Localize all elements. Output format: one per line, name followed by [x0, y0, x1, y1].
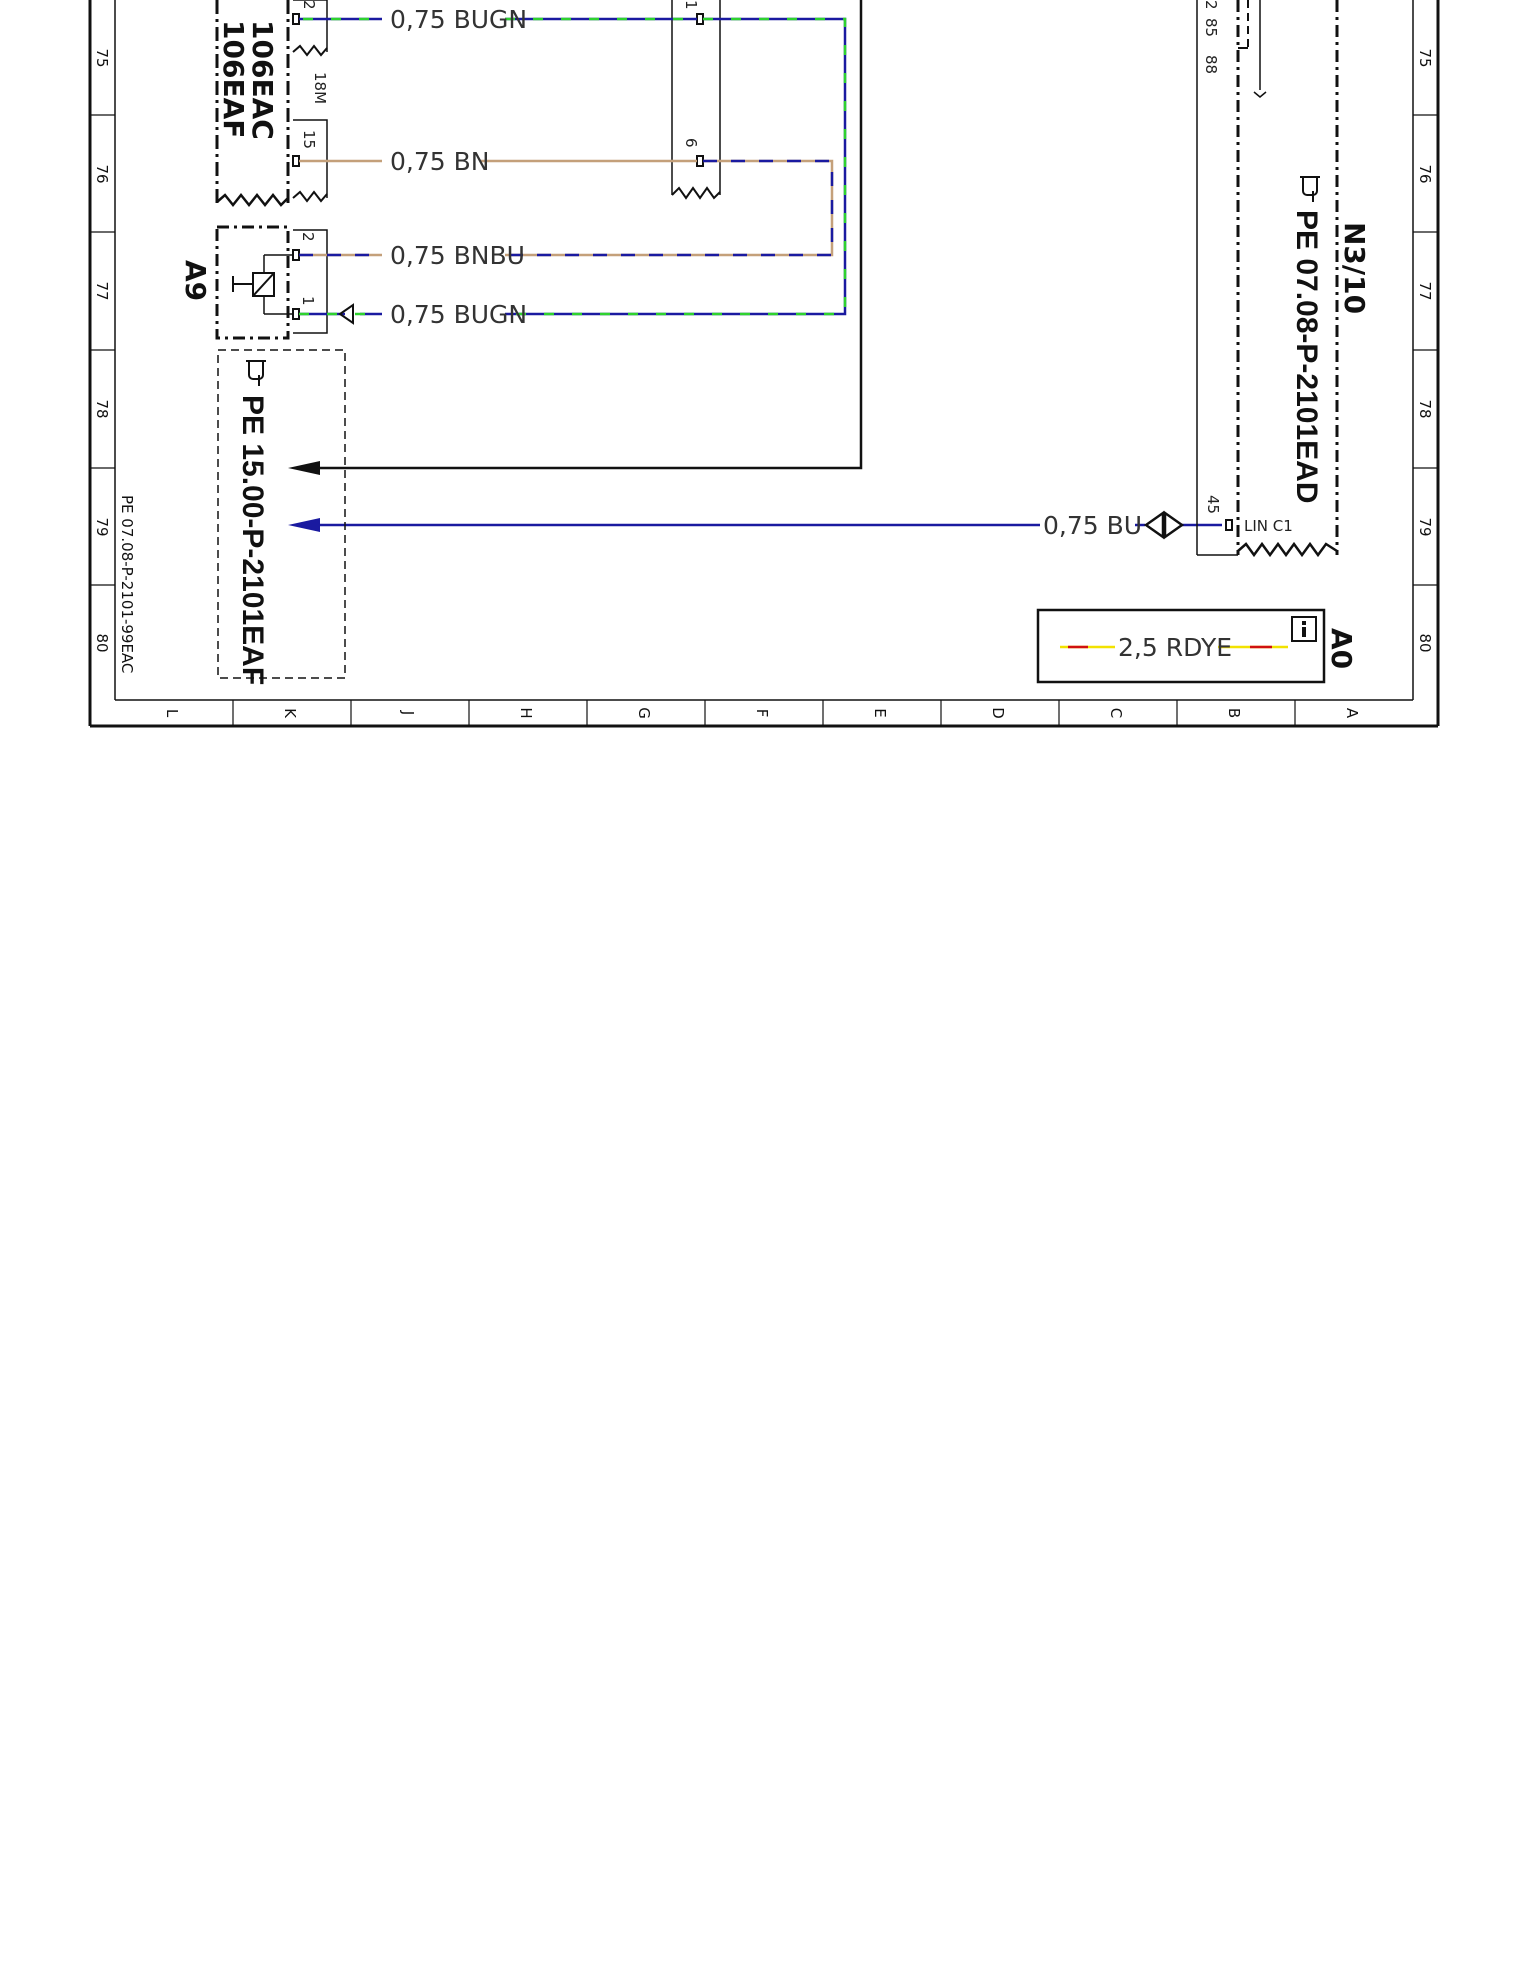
wire-bugn	[299, 19, 845, 314]
row-number: 76	[1416, 164, 1434, 184]
row-number: 79	[1416, 517, 1434, 537]
wire-label: 0,75 BNBU	[390, 241, 525, 270]
wire-bn	[299, 161, 832, 255]
legend-wire-label: 2,5 RDYE	[1118, 633, 1233, 662]
wire-label: 0,75 BN	[390, 147, 490, 176]
column-letter: D	[989, 707, 1007, 719]
wire-label: 0,75 BU	[1043, 511, 1143, 540]
wire-signal-black	[288, 0, 861, 475]
center-connector	[672, 0, 720, 198]
wire-label: 0,75 BUGN	[390, 300, 528, 329]
row-number: 76	[93, 164, 111, 184]
column-letter: G	[635, 707, 653, 719]
connector-label-18m: 18M	[311, 72, 329, 105]
row-number: 78	[1416, 399, 1434, 419]
pin-number: 1	[682, 0, 700, 10]
row-number: 80	[1416, 633, 1434, 653]
control-unit-left	[217, 0, 329, 205]
connector-pin-2-top	[293, 0, 327, 55]
component-label-n3-10: N3/10	[1338, 222, 1371, 315]
column-letter: C	[1107, 707, 1125, 719]
component-code-a: 106EAC	[246, 20, 279, 140]
info-icon	[1292, 617, 1316, 641]
pin-number: 15	[300, 130, 318, 150]
component-label-a0: A0	[1325, 628, 1358, 670]
column-letters	[163, 707, 1361, 719]
reference-link-pe07[interactable]: PE 07.08-P-2101EAD	[1290, 210, 1323, 504]
row-number: 80	[93, 633, 111, 653]
column-letter: A	[1343, 707, 1361, 719]
pin-number: 85	[1202, 18, 1220, 38]
column-letter: K	[281, 708, 299, 718]
column-letter: E	[871, 708, 889, 718]
wire-label: 0,75 BUGN	[390, 5, 528, 34]
legend-a0	[1038, 610, 1358, 682]
pointing-hand-icon	[246, 361, 266, 386]
pin-number: 1	[299, 296, 317, 306]
row-number: 75	[1416, 48, 1434, 68]
component-code-b: 106EAF	[217, 20, 250, 139]
column-letter: B	[1225, 707, 1243, 719]
pin-number: 45	[1204, 495, 1222, 515]
component-a9	[179, 227, 327, 338]
column-letter: F	[753, 708, 771, 718]
reference-link-pe15[interactable]: PE 15.00-P-2101EAF	[236, 395, 269, 686]
pin-label-lin-c1: LIN C1	[1244, 517, 1293, 535]
row-number: 77	[93, 281, 111, 301]
row-number: 79	[93, 517, 111, 537]
document-id: PE 07.08-P-2101-99EAC	[118, 495, 136, 674]
row-number: 78	[93, 399, 111, 419]
component-label-a9: A9	[179, 260, 212, 302]
column-letter: L	[163, 708, 181, 718]
column-letter: H	[517, 707, 535, 719]
pin-number: 2	[300, 0, 318, 10]
pin-number: 88	[1202, 55, 1220, 75]
reference-box-pe15	[218, 350, 345, 685]
component-n3-10	[1197, 0, 1371, 555]
pointing-hand-icon	[1300, 177, 1320, 202]
sheet-frame	[90, 0, 1438, 726]
pin-number: 6	[682, 138, 700, 148]
pin-number: 2	[299, 232, 317, 242]
row-number: 75	[93, 48, 111, 68]
pin-number: 2	[1202, 0, 1220, 10]
row-number: 77	[1416, 281, 1434, 301]
column-letter: J	[399, 710, 417, 716]
bidirectional-arrow-icon	[1146, 513, 1163, 537]
